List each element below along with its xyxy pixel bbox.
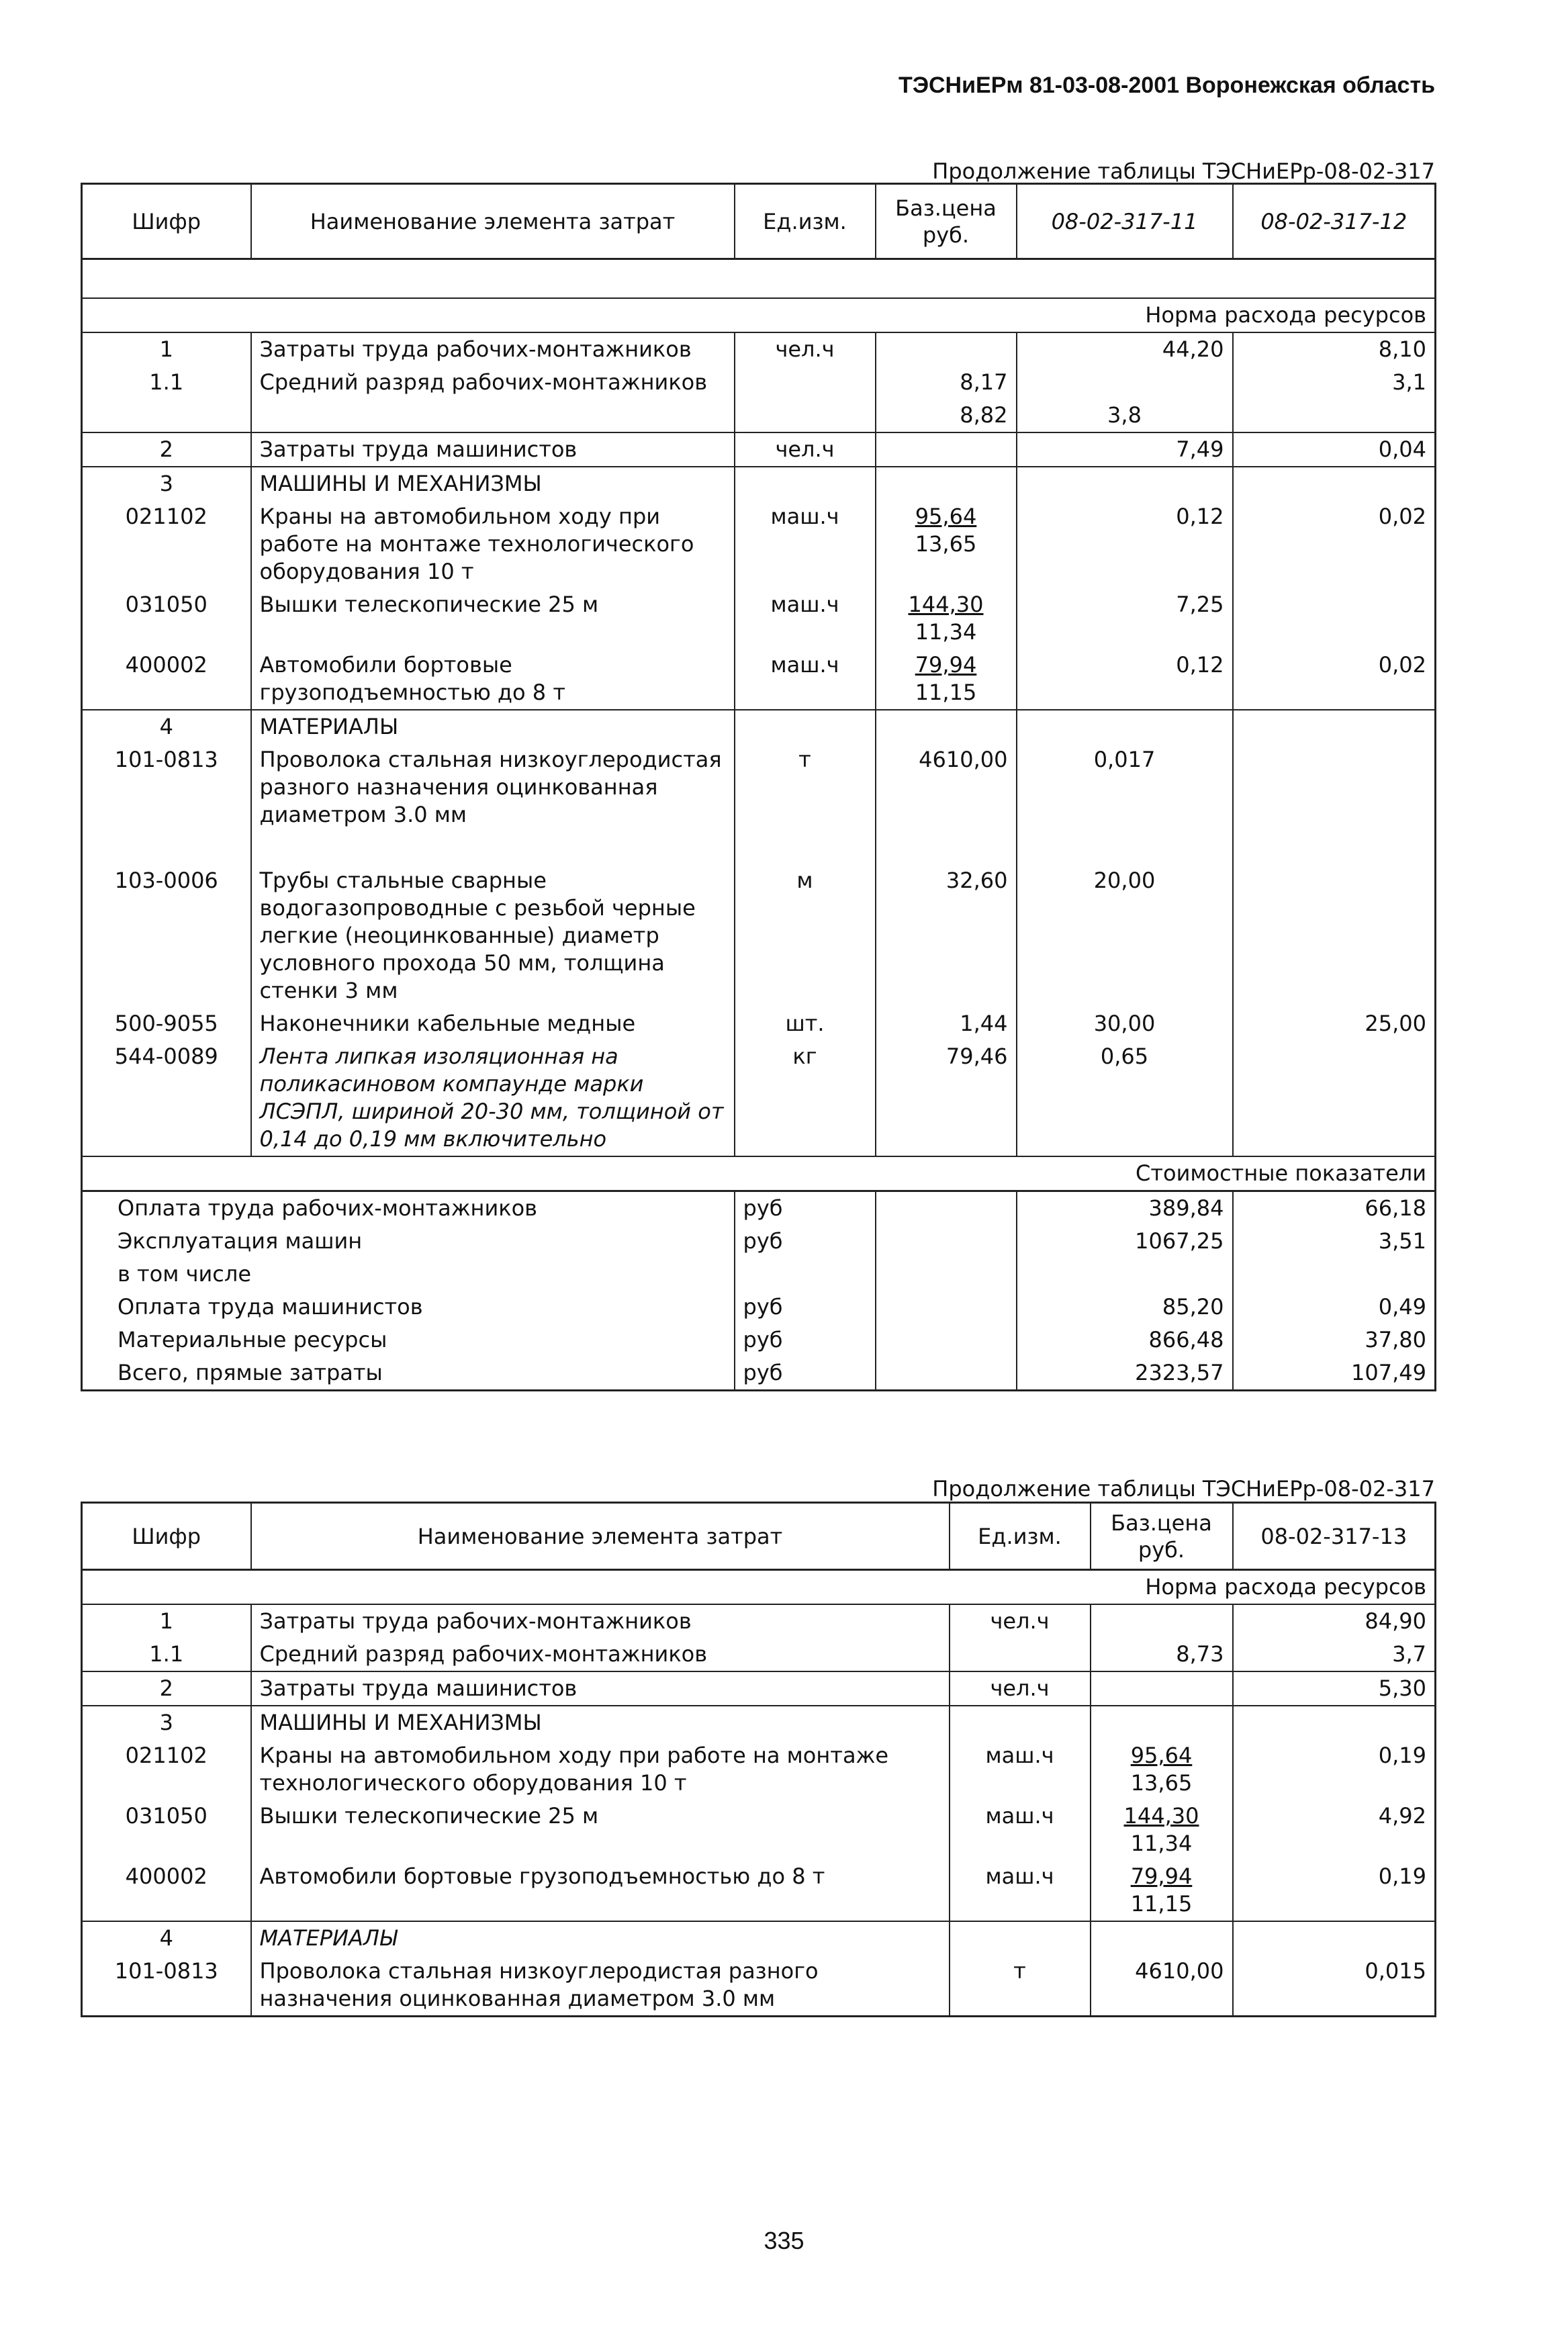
summary-label: в том числе — [82, 1258, 735, 1291]
header-name: Наименование элемента затрат — [251, 184, 735, 259]
row-price — [876, 332, 1017, 366]
row-price: 79,46 — [876, 1040, 1017, 1156]
document-header: ТЭСНиЕРм 81-03-08-2001 Воронежская область — [898, 73, 1435, 98]
row-name: Проволока стальная низкоуглеродистая разного назначения оцинкованная диаметром 3.0 мм — [251, 743, 735, 864]
row-code: 544-0089 — [82, 1040, 251, 1156]
row-value-1: 0,65 — [1017, 1040, 1233, 1156]
price-wage: 11,34 — [915, 618, 977, 645]
summary-value-1: 389,84 — [1017, 1191, 1233, 1225]
row-price: 1,44 — [876, 1007, 1017, 1040]
row-code: 031050 — [82, 1800, 251, 1860]
row-unit: маш.ч — [950, 1739, 1091, 1800]
table-row — [82, 1739, 1436, 1800]
price-total: 79,94 — [915, 651, 977, 678]
row-code: 021102 — [82, 500, 251, 588]
row-unit: маш.ч — [950, 1860, 1091, 1921]
row-name: Лента липкая изоляционная на поликасиновом компаунде марки ЛСЭПЛ, шириной 20-30 мм, толщиной от 0,14 до 0,19 мм включительно — [251, 1040, 735, 1156]
row-name: Проволока стальная низкоуглеродистая разного назначения оцинкованная диаметром 3.0 мм — [251, 1955, 950, 2017]
row-price — [1091, 1671, 1233, 1706]
row-code: 1 — [82, 332, 251, 366]
table-row — [82, 1955, 1436, 2017]
header-col2: 08-02-317-12 — [1233, 184, 1436, 259]
row-price — [876, 432, 1017, 467]
row-price — [1091, 1739, 1233, 1800]
row-unit — [735, 399, 876, 432]
row-name: Наконечники кабельные медные — [251, 1007, 735, 1040]
header-price-line1: Баз.цена — [895, 195, 997, 221]
header-unit: Ед.изм. — [950, 1503, 1091, 1570]
row-unit: маш.ч — [735, 500, 876, 588]
row-name: Вышки телескопические 25 м — [251, 588, 735, 649]
row-value-2: 25,00 — [1365, 1010, 1426, 1036]
summary-unit — [735, 1258, 876, 1291]
price-total: 95,64 — [915, 503, 977, 529]
row-price — [876, 500, 1017, 588]
summary-row — [82, 1356, 1436, 1391]
summary-value-2: 37,80 — [1365, 1326, 1426, 1352]
row-unit — [735, 366, 876, 399]
section-row — [82, 710, 1436, 743]
summary-value-2: 0,49 — [1378, 1293, 1426, 1320]
row-value-2 — [1233, 743, 1436, 864]
row-price: 8,73 — [1091, 1638, 1233, 1671]
row-value-1: 0,12 — [1017, 649, 1233, 710]
row-name: Автомобили бортовые грузоподъемностью до 8 т — [251, 649, 735, 710]
row-code — [82, 399, 251, 432]
row-code: 2 — [82, 432, 251, 467]
row-value-2: 0,02 — [1378, 503, 1426, 529]
table-row — [82, 1860, 1436, 1921]
summary-unit: руб — [735, 1191, 876, 1225]
row-value-1: 0,017 — [1017, 743, 1233, 864]
row-code: 101-0813 — [82, 1955, 251, 2017]
price-total: 79,94 — [1130, 1863, 1193, 1889]
norm-label: Норма расхода ресурсов — [82, 298, 1436, 332]
header-col1: 08-02-317-11 — [1017, 184, 1233, 259]
table2-caption: Продолжение таблицы ТЭСНиЕРр-08-02-317 — [932, 1476, 1435, 1502]
row-unit: т — [735, 743, 876, 864]
summary-value-2: 66,18 — [1233, 1191, 1436, 1225]
row-unit: чел.ч — [950, 1671, 1091, 1706]
row-value-1: 20,00 — [1017, 864, 1233, 1007]
header-col1: 08-02-317-13 — [1233, 1503, 1436, 1570]
row-value-1: 7,49 — [1017, 432, 1233, 467]
row-code: 021102 — [82, 1739, 251, 1800]
summary-row — [82, 1291, 1436, 1324]
row-name: Трубы стальные сварные водогазопроводные с резьбой черные легкие (неоцинкованные) диаметр условного прохода 50 мм, толщина стенки 3 мм — [251, 864, 735, 1007]
row-price — [876, 588, 1017, 649]
table-row — [82, 432, 1436, 467]
price-total: 144,30 — [908, 591, 984, 617]
summary-value-2 — [1233, 1258, 1436, 1291]
row-unit: чел.ч — [735, 432, 876, 467]
row-value-2: 3,1 — [1392, 369, 1426, 395]
row-name: Затраты труда рабочих-монтажников — [251, 332, 735, 366]
summary-label: Оплата труда машинистов — [82, 1291, 735, 1324]
summary-label: Оплата труда рабочих-монтажников — [82, 1191, 735, 1225]
summary-unit: руб — [735, 1356, 876, 1391]
header-price-line1: Баз.цена — [1111, 1510, 1212, 1536]
row-code: 2 — [82, 1671, 251, 1706]
row-value-1 — [1017, 366, 1233, 399]
row-unit: чел.ч — [735, 332, 876, 366]
table1-cost-row — [82, 1156, 1436, 1191]
row-unit: маш.ч — [950, 1800, 1091, 1860]
row-price: 4610,00 — [1091, 1955, 1233, 2017]
row-unit: чел.ч — [950, 1604, 1091, 1638]
summary-value-2: 3,51 — [1378, 1228, 1426, 1254]
row-value-1: 84,90 — [1233, 1604, 1436, 1638]
cost-label: Стоимостные показатели — [82, 1156, 1436, 1191]
summary-unit: руб — [735, 1291, 876, 1324]
row-code: 500-9055 — [82, 1007, 251, 1040]
header-unit: Ед.изм. — [735, 184, 876, 259]
summary-row — [82, 1225, 1436, 1258]
row-value-2 — [1233, 1040, 1436, 1156]
row-value-1: 7,25 — [1017, 588, 1233, 649]
row-price: 32,60 — [876, 864, 1017, 1007]
row-value-1: 30,00 — [1017, 1007, 1233, 1040]
row-price — [1091, 1860, 1233, 1921]
resource-table-1 — [81, 183, 1436, 1391]
section-row — [82, 467, 1436, 500]
summary-label: Эксплуатация машин — [82, 1225, 735, 1258]
summary-unit: руб — [735, 1225, 876, 1258]
row-name: Средний разряд рабочих-монтажников — [251, 1638, 950, 1671]
row-value-1: 3,8 — [1017, 399, 1233, 432]
header-price — [876, 184, 1017, 259]
summary-row — [82, 1191, 1436, 1225]
row-unit: маш.ч — [735, 649, 876, 710]
summary-value-1: 2323,57 — [1017, 1356, 1233, 1391]
table-row — [82, 366, 1436, 399]
section-row — [82, 1921, 1436, 1955]
section-title: МАШИНЫ И МЕХАНИЗМЫ — [251, 1706, 950, 1739]
section-row — [82, 1706, 1436, 1739]
row-name: Затраты труда машинистов — [251, 1671, 950, 1706]
row-code: 1.1 — [82, 366, 251, 399]
summary-label: Всего, прямые затраты — [82, 1356, 735, 1391]
table-row — [82, 1604, 1436, 1638]
header-price-line2: руб. — [922, 222, 970, 248]
price-wage: 11,34 — [1130, 1831, 1193, 1856]
row-unit: маш.ч — [735, 588, 876, 649]
row-code: 031050 — [82, 588, 251, 649]
section-code: 3 — [82, 467, 251, 500]
section-title: МАШИНЫ И МЕХАНИЗМЫ — [251, 467, 735, 500]
table-row — [82, 1638, 1436, 1671]
summary-value-1: 85,20 — [1017, 1291, 1233, 1324]
summary-label: Материальные ресурсы — [82, 1324, 735, 1356]
row-unit: т — [950, 1955, 1091, 2017]
table1-caption: Продолжение таблицы ТЭСНиЕРр-08-02-317 — [932, 158, 1435, 184]
row-value-1: 4,92 — [1378, 1803, 1426, 1829]
summary-value-1: 1067,25 — [1017, 1225, 1233, 1258]
summary-unit: руб — [735, 1324, 876, 1356]
row-value-1: 5,30 — [1233, 1671, 1436, 1706]
row-name: Краны на автомобильном ходу при работе на монтаже технологического оборудования 10 т — [251, 1739, 950, 1800]
row-value-1: 3,7 — [1392, 1641, 1426, 1667]
section-code: 4 — [82, 1921, 251, 1955]
table-row — [82, 500, 1436, 588]
table1-header-row — [82, 184, 1436, 259]
table-row — [82, 649, 1436, 710]
table-row — [82, 399, 1436, 432]
row-price — [876, 649, 1017, 710]
row-value-1: 0,015 — [1233, 1955, 1436, 2017]
summary-row — [82, 1324, 1436, 1356]
row-name: Затраты труда машинистов — [251, 432, 735, 467]
row-price — [1091, 1800, 1233, 1860]
row-price: 4610,00 — [876, 743, 1017, 864]
row-name: Затраты труда рабочих-монтажников — [251, 1604, 950, 1638]
row-unit: шт. — [735, 1007, 876, 1040]
row-name: Автомобили бортовые грузоподъемностью до 8 т — [251, 1860, 950, 1921]
summary-value-2: 107,49 — [1233, 1356, 1436, 1391]
header-code: Шифр — [82, 1503, 251, 1570]
row-unit: м — [735, 864, 876, 1007]
table-row — [82, 332, 1436, 366]
section-title: МАТЕРИАЛЫ — [251, 710, 735, 743]
table1-spacer-row — [82, 259, 1436, 298]
header-price-line2: руб. — [1138, 1536, 1185, 1563]
section-code: 4 — [82, 710, 251, 743]
price-wage: 11,15 — [1130, 1891, 1193, 1917]
row-value-2 — [1233, 588, 1436, 649]
table2-header-row — [82, 1503, 1436, 1570]
row-code: 101-0813 — [82, 743, 251, 864]
row-price: 8,17 — [876, 366, 1017, 399]
row-value-2: 8,10 — [1233, 332, 1436, 366]
table-row — [82, 1671, 1436, 1706]
table-row — [82, 1800, 1436, 1860]
row-code: 1.1 — [82, 1638, 251, 1671]
row-value-2: 0,04 — [1233, 432, 1436, 467]
table-row — [82, 743, 1436, 864]
row-value-1: 0,19 — [1378, 1863, 1426, 1889]
header-code: Шифр — [82, 184, 251, 259]
table-row — [82, 588, 1436, 649]
row-code: 1 — [82, 1604, 251, 1638]
row-code: 103-0006 — [82, 864, 251, 1007]
row-name: Средний разряд рабочих-монтажников — [251, 366, 735, 399]
page-number: 335 — [764, 2227, 804, 2254]
table-row — [82, 864, 1436, 1007]
row-price — [1091, 1604, 1233, 1638]
table1-norm-row — [82, 298, 1436, 332]
header-price — [1091, 1503, 1233, 1570]
row-unit — [950, 1638, 1091, 1671]
row-code: 400002 — [82, 1860, 251, 1921]
section-code: 3 — [82, 1706, 251, 1739]
header-name: Наименование элемента затрат — [251, 1503, 950, 1570]
row-value-2 — [1233, 399, 1436, 432]
row-value-2 — [1233, 864, 1436, 1007]
row-name: Вышки телескопические 25 м — [251, 1800, 950, 1860]
price-total: 144,30 — [1123, 1803, 1199, 1829]
row-value-1: 44,20 — [1017, 332, 1233, 366]
summary-value-1: 866,48 — [1017, 1324, 1233, 1356]
table-row — [82, 1007, 1436, 1040]
summary-row — [82, 1258, 1436, 1291]
price-wage: 13,65 — [1130, 1770, 1193, 1796]
row-name: Краны на автомобильном ходу при работе на монтаже технологического оборудования 10 т — [251, 500, 735, 588]
row-value-1: 0,19 — [1378, 1743, 1426, 1768]
price-wage: 11,15 — [915, 679, 977, 705]
row-name — [251, 399, 735, 432]
price-total: 95,64 — [1130, 1743, 1193, 1768]
section-title: МАТЕРИАЛЫ — [251, 1921, 950, 1955]
row-value-2: 0,02 — [1378, 651, 1426, 678]
table2-norm-row — [82, 1570, 1436, 1605]
table-row — [82, 1040, 1436, 1156]
row-value-1: 0,12 — [1017, 500, 1233, 588]
resource-table-2 — [81, 1502, 1436, 2017]
row-unit: кг — [735, 1040, 876, 1156]
price-wage: 13,65 — [915, 531, 977, 557]
row-code: 400002 — [82, 649, 251, 710]
row-price: 8,82 — [876, 399, 1017, 432]
summary-value-1 — [1017, 1258, 1233, 1291]
norm-label: Норма расхода ресурсов — [82, 1570, 1436, 1605]
